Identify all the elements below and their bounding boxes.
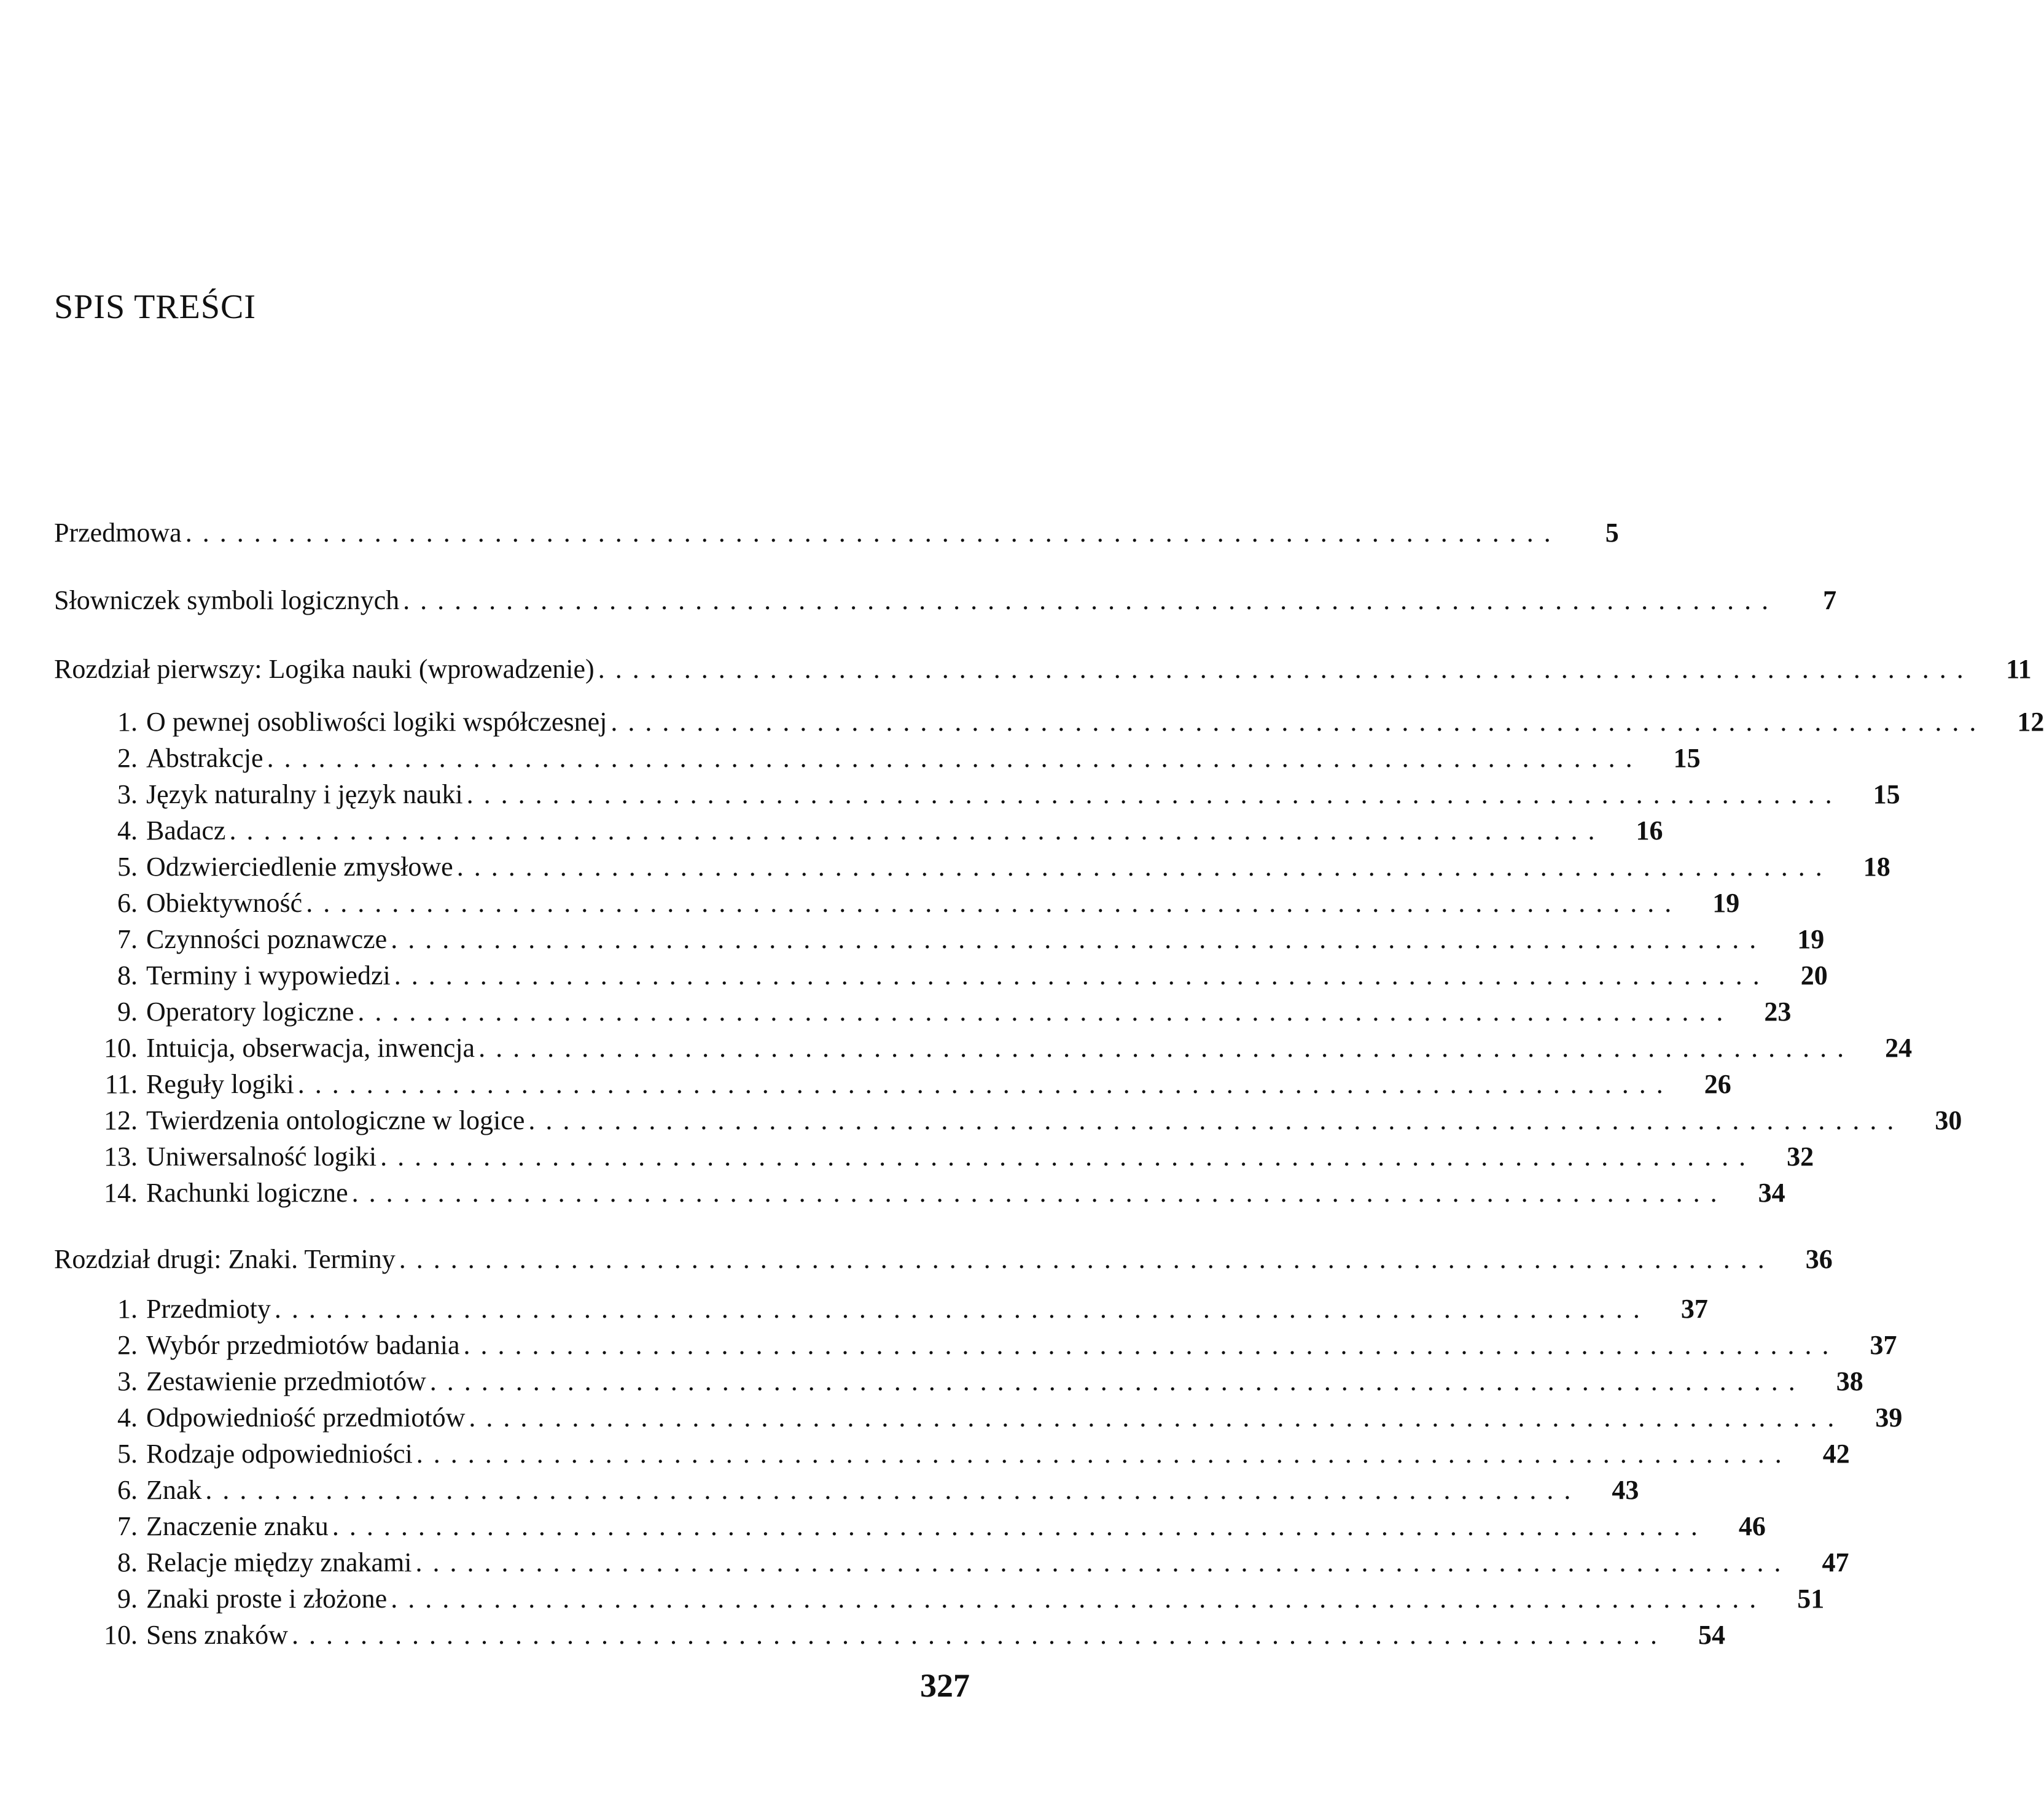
toc-entry-number: 5. (117, 852, 138, 882)
toc-entry-page: 12 (2017, 707, 2044, 737)
toc-subentry (54, 777, 1900, 812)
toc-entry-page: 15 (1873, 779, 1900, 809)
toc-entry-page: 16 (1636, 815, 1663, 846)
toc-entry-page: 42 (1822, 1439, 1850, 1469)
toc-entry-number: 8. (117, 1547, 138, 1577)
dot-leader: ................................................................................ (466, 779, 1843, 809)
toc-entry-label: Reguły logiki (146, 1069, 294, 1099)
toc-entry-label: Odpowiedniość przedmiotów (146, 1402, 466, 1433)
toc-entry-label: Znaczenie znaku (146, 1511, 329, 1541)
dot-leader: ................................................................................ (415, 1547, 1792, 1577)
toc-entry-label: Twierdzenia ontologiczne w logice (146, 1105, 525, 1135)
toc-entry-number: 4. (117, 1402, 138, 1433)
toc-entry-number: 6. (117, 888, 138, 918)
toc-entry-page: 11 (2006, 654, 2032, 684)
toc-entry-label: Uniwersalność logiki (146, 1142, 377, 1172)
toc-subentry (54, 850, 1890, 884)
toc-subentry (54, 814, 1663, 848)
toc-entry-number: 1. (117, 707, 138, 737)
toc-subentry (54, 705, 2044, 739)
dot-leader: ................................................................................ (399, 1244, 1775, 1274)
toc-entry (54, 1242, 1833, 1277)
toc-entry-number: 2. (117, 743, 138, 773)
toc-entry-page: 15 (1673, 743, 1701, 773)
toc-entry-page: 20 (1800, 960, 1828, 990)
toc-entry-page: 30 (1935, 1105, 1962, 1135)
page-title: SPIS TREŚCI (54, 288, 256, 326)
toc-entry-number: 11. (104, 1069, 138, 1099)
toc-subentry (54, 1618, 1725, 1652)
toc-entry-label: Rozdział pierwszy: Logika nauki (wprowadzenie) (54, 654, 595, 684)
dot-leader: ................................................................................ (291, 1620, 1668, 1650)
dot-leader: ................................................................................ (456, 852, 1833, 882)
toc-entry-number: 5. (117, 1439, 138, 1469)
dot-leader: ................................................................................ (403, 585, 1779, 615)
dot-leader: ................................................................................ (380, 1142, 1757, 1172)
toc-entry-label: Obiektywność (146, 888, 303, 918)
toc-entry-number: 7. (117, 1511, 138, 1541)
page-number: 327 (920, 1667, 970, 1704)
toc-entry (54, 652, 2032, 686)
toc-subentry (54, 1582, 1825, 1616)
toc-entry-page: 38 (1836, 1366, 1863, 1396)
toc-entry-page: 51 (1797, 1584, 1825, 1614)
dot-leader: ................................................................................ (528, 1105, 1905, 1135)
toc-entry-number: 3. (117, 1366, 138, 1396)
toc-entry-label: Słowniczek symboli logicznych (54, 585, 400, 615)
toc-entry-label: Przedmioty (146, 1294, 271, 1324)
toc-entry (54, 516, 1619, 550)
toc-entry-label: Znaki proste i złożone (146, 1584, 388, 1614)
toc-entry-label: Czynności poznawcze (146, 924, 388, 954)
dot-leader: ................................................................................ (429, 1366, 1806, 1396)
toc-entry-page: 37 (1870, 1330, 1897, 1360)
toc-entry-page: 7 (1823, 585, 1837, 615)
toc-subentry (54, 995, 1792, 1029)
dot-leader: ................................................................................ (306, 888, 1682, 918)
toc-entry-label: Terminy i wypowiedzi (146, 960, 391, 990)
toc-entry-label: Rodzaje odpowiedniości (146, 1439, 413, 1469)
toc-entry-label: Intuicja, obserwacja, inwencja (146, 1033, 475, 1063)
toc-entry-page: 37 (1680, 1294, 1708, 1324)
toc-entry-page: 19 (1797, 924, 1825, 954)
toc-entry-number: 12. (104, 1105, 138, 1135)
toc-entry-page: 5 (1605, 518, 1619, 548)
toc-subentry (54, 886, 1740, 920)
toc-entry-label: Język naturalny i język nauki (146, 779, 463, 809)
dot-leader: ................................................................................ (274, 1294, 1650, 1324)
toc-subentry (54, 1546, 1849, 1580)
toc-entry-label: Odzwierciedlenie zmysłowe (146, 852, 453, 882)
toc-subentry (54, 1140, 1814, 1174)
toc-entry-number: 9. (117, 1584, 138, 1614)
toc-subentry (54, 1509, 1766, 1544)
toc-entry-page: 26 (1704, 1069, 1731, 1099)
dot-leader: ................................................................................ (332, 1511, 1708, 1541)
dot-leader: ................................................................................ (416, 1439, 1792, 1469)
dot-leader: ................................................................................ (229, 815, 1605, 846)
toc-entry-page: 32 (1787, 1142, 1814, 1172)
dot-leader: ................................................................................ (391, 1584, 1767, 1614)
dot-leader: ................................................................................ (469, 1402, 1845, 1433)
dot-leader: ................................................................................ (185, 518, 1561, 548)
toc-entry-page: 43 (1612, 1475, 1639, 1505)
toc-subentry (54, 959, 1828, 993)
toc-entry-number: 6. (117, 1475, 138, 1505)
toc-entry-label: Przedmowa (54, 518, 182, 548)
toc-entry-number: 8. (117, 960, 138, 990)
toc-entry-number: 9. (117, 997, 138, 1027)
toc-subentry (54, 1103, 1962, 1138)
dot-leader: ................................................................................ (610, 707, 1987, 737)
dot-leader: ................................................................................ (394, 960, 1770, 990)
toc-subentry (54, 1176, 1785, 1210)
toc-subentry (54, 1067, 1731, 1102)
toc-entry-page: 46 (1738, 1511, 1766, 1541)
toc-entry-page: 19 (1712, 888, 1740, 918)
toc-entry-page: 23 (1764, 997, 1792, 1027)
toc-entry-page: 47 (1822, 1547, 1849, 1577)
toc-subentry (54, 1031, 1913, 1065)
toc-subentry (54, 1473, 1639, 1507)
toc-subentry (54, 1328, 1897, 1363)
toc-entry-number: 2. (117, 1330, 138, 1360)
toc-entry-label: Operatory logiczne (146, 997, 354, 1027)
toc-entry-number: 7. (117, 924, 138, 954)
dot-leader: ................................................................................ (463, 1330, 1839, 1360)
toc-entry-page: 54 (1698, 1620, 1725, 1650)
toc-entry-page: 34 (1758, 1178, 1785, 1208)
toc-subentry (54, 1437, 1850, 1471)
toc-entry-page: 24 (1885, 1033, 1913, 1063)
toc-entry-number: 14. (104, 1178, 138, 1208)
toc-entry-label: Rozdział drugi: Znaki. Terminy (54, 1244, 396, 1274)
toc-subentry (54, 1292, 1708, 1326)
toc-entry-label: O pewnej osobliwości logiki współczesnej (146, 707, 607, 737)
toc-entry-label: Zestawienie przedmiotów (146, 1366, 426, 1396)
toc-entry-label: Abstrakcje (146, 743, 263, 773)
toc-entry-label: Relacje między znakami (146, 1547, 412, 1577)
toc-entry-page: 36 (1805, 1244, 1833, 1274)
toc-entry-page: 18 (1863, 852, 1890, 882)
toc-entry-label: Rachunki logiczne (146, 1178, 348, 1208)
dot-leader: ................................................................................ (297, 1069, 1674, 1099)
toc-entry-number: 1. (117, 1294, 138, 1324)
dot-leader: ................................................................................ (357, 997, 1734, 1027)
toc-entry-label: Badacz (146, 815, 226, 846)
toc-subentry (54, 922, 1825, 957)
toc-entry-label: Znak (146, 1475, 202, 1505)
toc-entry-page: 39 (1875, 1402, 1903, 1433)
toc-entry (54, 583, 1837, 618)
dot-leader: ................................................................................ (478, 1033, 1855, 1063)
dot-leader: ................................................................................ (598, 654, 1974, 684)
toc-entry-number: 3. (117, 779, 138, 809)
dot-leader: ................................................................................ (267, 743, 1643, 773)
toc-subentry (54, 1364, 1863, 1399)
toc-entry-number: 4. (117, 815, 138, 846)
dot-leader: ................................................................................ (391, 924, 1767, 954)
toc-entry-label: Sens znaków (146, 1620, 288, 1650)
dot-leader: ................................................................................ (351, 1178, 1728, 1208)
dot-leader: ................................................................................ (205, 1475, 1582, 1505)
toc-entry-label: Wybór przedmiotów badania (146, 1330, 460, 1360)
toc-subentry (54, 1401, 1903, 1435)
toc-entry-number: 10. (104, 1033, 138, 1063)
toc-subentry (54, 741, 1701, 776)
toc-entry-number: 10. (104, 1620, 138, 1650)
toc-entry-number: 13. (104, 1142, 138, 1172)
